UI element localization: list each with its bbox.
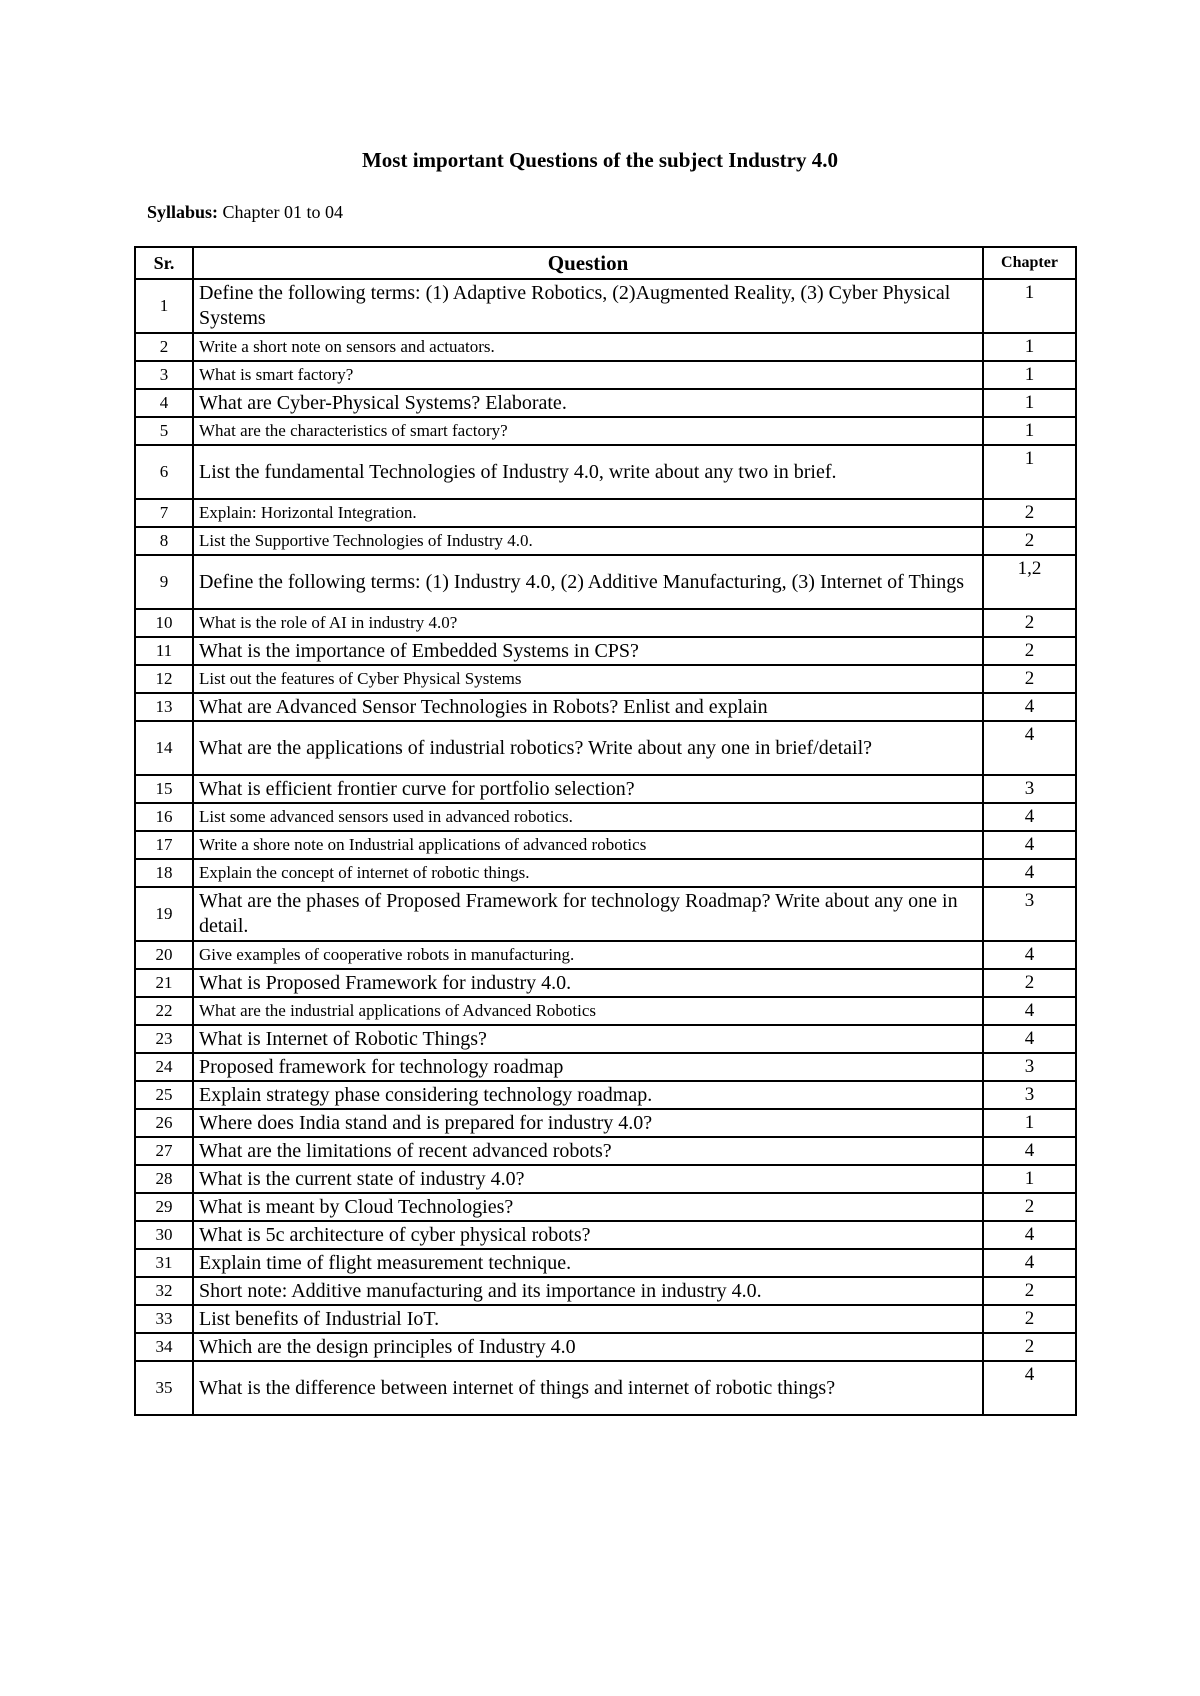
table-row: [135, 1249, 1076, 1277]
row-sr: 20: [135, 941, 193, 969]
row-chapter: 1: [983, 417, 1076, 445]
table-row: [135, 803, 1076, 831]
table-row: [135, 1277, 1076, 1305]
table-row: [135, 417, 1076, 445]
row-chapter: 2: [983, 969, 1076, 997]
row-sr: 29: [135, 1193, 193, 1221]
row-question: Explain: Horizontal Integration.: [193, 499, 983, 527]
header-question: Question: [193, 247, 983, 279]
row-chapter: 4: [983, 803, 1076, 831]
row-chapter: 4: [983, 941, 1076, 969]
row-chapter: 4: [983, 1137, 1076, 1165]
row-chapter: 4: [983, 693, 1076, 721]
row-question: Which are the design principles of Industry 4.0: [193, 1333, 983, 1361]
table-row: [135, 665, 1076, 693]
table-row: [135, 721, 1076, 775]
row-sr: 4: [135, 389, 193, 417]
table-row: [135, 555, 1076, 609]
row-question: List out the features of Cyber Physical Systems: [193, 665, 983, 693]
row-question: What is the difference between internet of things and internet of robotic things?: [193, 1361, 983, 1415]
row-chapter: 2: [983, 1193, 1076, 1221]
row-chapter: 4: [983, 1221, 1076, 1249]
row-question: Define the following terms: (1) Industry 4.0, (2) Additive Manufacturing, (3) Internet of Things: [193, 555, 983, 609]
row-sr: 28: [135, 1165, 193, 1193]
row-question: What is 5c architecture of cyber physical robots?: [193, 1221, 983, 1249]
row-question: Short note: Additive manufacturing and its importance in industry 4.0.: [193, 1277, 983, 1305]
table-header-row: [135, 247, 1076, 279]
table-row: [135, 609, 1076, 637]
row-question: What is the importance of Embedded Systems in CPS?: [193, 637, 983, 665]
row-question: Write a shore note on Industrial applications of advanced robotics: [193, 831, 983, 859]
row-sr: 30: [135, 1221, 193, 1249]
row-sr: 32: [135, 1277, 193, 1305]
questions-table: [134, 246, 1077, 1416]
row-sr: 26: [135, 1109, 193, 1137]
row-sr: 23: [135, 1025, 193, 1053]
row-sr: 2: [135, 333, 193, 361]
row-chapter: 1: [983, 389, 1076, 417]
row-question: Explain time of flight measurement technique.: [193, 1249, 983, 1277]
row-sr: 9: [135, 555, 193, 609]
row-question: What is the current state of industry 4.0?: [193, 1165, 983, 1193]
table-row: [135, 1081, 1076, 1109]
row-chapter: 1: [983, 445, 1076, 499]
table-row: [135, 333, 1076, 361]
row-sr: 21: [135, 969, 193, 997]
row-question: What are the characteristics of smart factory?: [193, 417, 983, 445]
row-chapter: 3: [983, 1081, 1076, 1109]
row-question: What are the applications of industrial robotics? Write about any one in brief/detail?: [193, 721, 983, 775]
table-row: [135, 1221, 1076, 1249]
row-question: What is Proposed Framework for industry 4.0.: [193, 969, 983, 997]
row-question: Explain strategy phase considering technology roadmap.: [193, 1081, 983, 1109]
row-sr: 8: [135, 527, 193, 555]
row-sr: 18: [135, 859, 193, 887]
table-row: [135, 1053, 1076, 1081]
table-row: [135, 279, 1076, 333]
row-question: List the Supportive Technologies of Industry 4.0.: [193, 527, 983, 555]
row-sr: 27: [135, 1137, 193, 1165]
table-row: [135, 859, 1076, 887]
row-chapter: 2: [983, 609, 1076, 637]
row-chapter: 2: [983, 527, 1076, 555]
table-row: [135, 831, 1076, 859]
table-row: [135, 1193, 1076, 1221]
row-question: List some advanced sensors used in advanced robotics.: [193, 803, 983, 831]
table-row: [135, 1165, 1076, 1193]
row-sr: 7: [135, 499, 193, 527]
row-sr: 3: [135, 361, 193, 389]
row-sr: 1: [135, 279, 193, 333]
table-row: [135, 1333, 1076, 1361]
header-chapter: Chapter: [983, 247, 1076, 279]
table-row: [135, 1361, 1076, 1415]
row-question: List the fundamental Technologies of Industry 4.0, write about any two in brief.: [193, 445, 983, 499]
row-chapter: 2: [983, 1277, 1076, 1305]
row-chapter: 3: [983, 887, 1076, 941]
row-question: What are the phases of Proposed Framework for technology Roadmap? Write about any one in detail.: [193, 887, 983, 941]
table-row: [135, 1137, 1076, 1165]
row-chapter: 4: [983, 859, 1076, 887]
row-sr: 5: [135, 417, 193, 445]
row-question: Where does India stand and is prepared for industry 4.0?: [193, 1109, 983, 1137]
page-title: Most important Questions of the subject Industry 4.0: [361, 148, 838, 172]
header-sr: Sr.: [135, 247, 193, 279]
row-sr: 24: [135, 1053, 193, 1081]
row-question: What are the industrial applications of Advanced Robotics: [193, 997, 983, 1025]
table-row: [135, 969, 1076, 997]
row-sr: 13: [135, 693, 193, 721]
row-sr: 14: [135, 721, 193, 775]
table-row: [135, 941, 1076, 969]
table-body: [135, 279, 1076, 1415]
table-row: [135, 775, 1076, 803]
row-question: Proposed framework for technology roadmap: [193, 1053, 983, 1081]
table-row: [135, 361, 1076, 389]
row-chapter: 4: [983, 1249, 1076, 1277]
row-question: Give examples of cooperative robots in manufacturing.: [193, 941, 983, 969]
row-question: What are the limitations of recent advanced robots?: [193, 1137, 983, 1165]
row-sr: 31: [135, 1249, 193, 1277]
table-row: [135, 1305, 1076, 1333]
table-row: [135, 997, 1076, 1025]
row-chapter: 4: [983, 1361, 1076, 1415]
row-question: Explain the concept of internet of robotic things.: [193, 859, 983, 887]
row-question: Define the following terms: (1) Adaptive Robotics, (2)Augmented Reality, (3) Cyber Physical Systems: [193, 279, 983, 333]
table-row: [135, 637, 1076, 665]
row-chapter: 1: [983, 279, 1076, 333]
table-row: [135, 887, 1076, 941]
row-sr: 22: [135, 997, 193, 1025]
row-chapter: 2: [983, 1305, 1076, 1333]
row-chapter: 4: [983, 831, 1076, 859]
row-chapter: 4: [983, 997, 1076, 1025]
row-chapter: 3: [983, 1053, 1076, 1081]
row-chapter: 3: [983, 775, 1076, 803]
row-sr: 25: [135, 1081, 193, 1109]
row-question: What is meant by Cloud Technologies?: [193, 1193, 983, 1221]
table-row: [135, 389, 1076, 417]
table-row: [135, 445, 1076, 499]
row-sr: 35: [135, 1361, 193, 1415]
syllabus-value: Chapter 01 to 04: [222, 202, 344, 222]
row-question: What is the role of AI in industry 4.0?: [193, 609, 983, 637]
row-chapter: 4: [983, 1025, 1076, 1053]
table-row: [135, 693, 1076, 721]
syllabus-label: Syllabus:: [147, 202, 219, 222]
row-sr: 33: [135, 1305, 193, 1333]
row-chapter: 1: [983, 361, 1076, 389]
row-sr: 11: [135, 637, 193, 665]
syllabus-line: [147, 202, 343, 223]
table-row: [135, 499, 1076, 527]
row-chapter: 1: [983, 1109, 1076, 1137]
row-sr: 16: [135, 803, 193, 831]
table-row: [135, 1025, 1076, 1053]
row-question: What is efficient frontier curve for portfolio selection?: [193, 775, 983, 803]
row-chapter: 1,2: [983, 555, 1076, 609]
row-sr: 19: [135, 887, 193, 941]
row-question: Write a short note on sensors and actuators.: [193, 333, 983, 361]
row-chapter: 1: [983, 1165, 1076, 1193]
row-question: What is smart factory?: [193, 361, 983, 389]
row-question: What are Cyber-Physical Systems? Elaborate.: [193, 389, 983, 417]
row-chapter: 2: [983, 665, 1076, 693]
row-sr: 12: [135, 665, 193, 693]
table-row: [135, 527, 1076, 555]
row-chapter: 1: [983, 333, 1076, 361]
table-row: [135, 1109, 1076, 1137]
row-sr: 15: [135, 775, 193, 803]
row-chapter: 2: [983, 1333, 1076, 1361]
row-sr: 34: [135, 1333, 193, 1361]
row-chapter: 2: [983, 637, 1076, 665]
row-question: What are Advanced Sensor Technologies in Robots? Enlist and explain: [193, 693, 983, 721]
row-sr: 6: [135, 445, 193, 499]
row-sr: 10: [135, 609, 193, 637]
row-question: List benefits of Industrial IoT.: [193, 1305, 983, 1333]
row-chapter: 4: [983, 721, 1076, 775]
row-chapter: 2: [983, 499, 1076, 527]
row-question: What is Internet of Robotic Things?: [193, 1025, 983, 1053]
row-sr: 17: [135, 831, 193, 859]
